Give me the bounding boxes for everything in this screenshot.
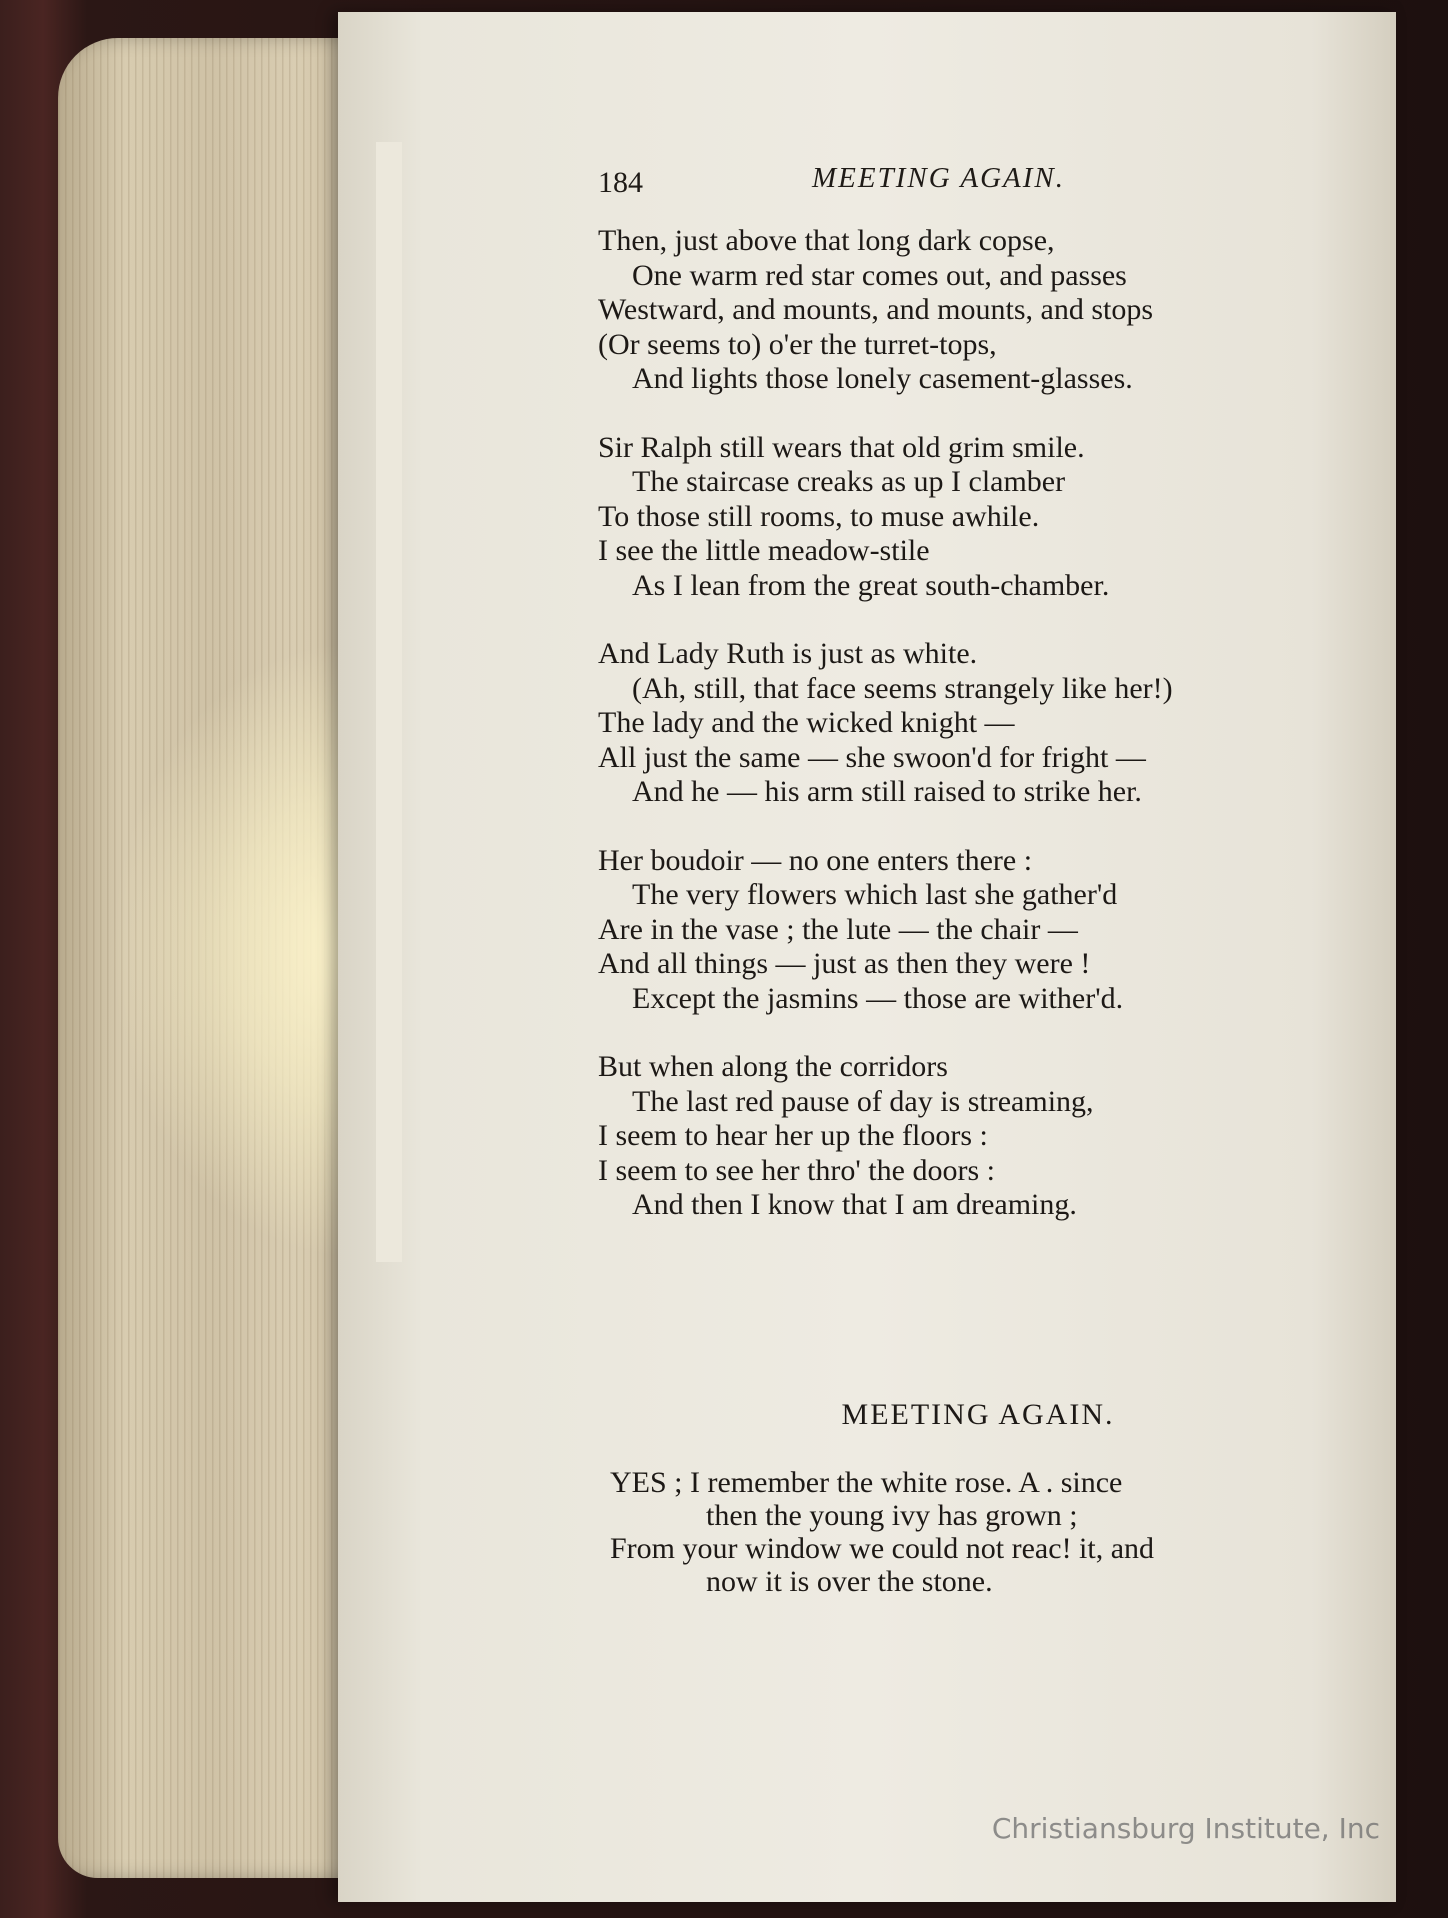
poem-line: Except the jasmins — those are wither'd.	[632, 981, 1124, 1015]
poem-line: Westward, and mounts, and mounts, and stops	[598, 293, 1154, 326]
stanza	[598, 637, 1358, 810]
poem	[598, 224, 1358, 1257]
poem-line: And he — his arm still raised to strike her.	[632, 775, 1142, 808]
poem-line: Then, just above that long dark copse,	[598, 224, 1055, 257]
poem-line: I seem to hear her up the floors :	[598, 1119, 988, 1152]
text-line: From your window we could not reac! it, and	[610, 1532, 1155, 1565]
poem-line: All just the same — she swoon'd for fright —	[598, 740, 1146, 774]
poem-line: And lights those lonely casement-glasses.	[632, 362, 1133, 395]
stanza	[598, 844, 1358, 1017]
poem-line: As I lean from the great south-chamber.	[632, 568, 1110, 602]
poem-line: And Lady Ruth is just as white.	[598, 637, 978, 670]
poem-line: But when along the corridors	[598, 1050, 948, 1083]
poem-line: And all things — just as then they were !	[598, 947, 1091, 980]
poem-line: The lady and the wicked knight —	[598, 706, 1015, 739]
page-number: 184	[598, 166, 643, 199]
section-title: MEETING AGAIN.	[841, 1398, 1115, 1431]
poem-line: Sir Ralph still wears that old grim smile.	[598, 430, 1085, 464]
poem-line: The staircase creaks as up I clamber	[632, 465, 1066, 498]
page-header	[598, 160, 1338, 204]
poem-line: Her boudoir — no one enters there :	[598, 843, 1033, 877]
stanza	[598, 431, 1358, 604]
poem-line: One warm red star comes out, and passes	[632, 258, 1127, 292]
poem-line: Are in the vase ; the lute — the chair —	[598, 912, 1078, 946]
poem-line: (Or seems to) o'er the turret-tops,	[598, 327, 997, 361]
poem-line: The very flowers which last she gather'd	[632, 878, 1118, 911]
stanza	[598, 224, 1358, 397]
page-strip	[376, 142, 402, 1262]
running-head: MEETING AGAIN.	[812, 162, 1066, 194]
text-line: now it is over the stone.	[706, 1565, 993, 1598]
text-line: then the young ivy has grown ;	[706, 1499, 1078, 1532]
section-text	[610, 1466, 1360, 1598]
poem-line: To those still rooms, to muse awhile.	[598, 499, 1040, 533]
poem-line: The last red pause of day is streaming,	[632, 1084, 1094, 1118]
watermark: Christiansburg Institute, Inc	[991, 1812, 1380, 1845]
poem-line: I see the little meadow-stile	[598, 534, 930, 567]
poem-line: And then I know that I am dreaming.	[632, 1188, 1077, 1221]
stanza	[598, 1050, 1358, 1223]
poem-line: I seem to see her thro' the doors :	[598, 1153, 995, 1187]
text-line: YES ; I remember the white rose. A . since	[610, 1466, 1123, 1499]
poem-line: (Ah, still, that face seems strangely like her!)	[632, 671, 1173, 705]
